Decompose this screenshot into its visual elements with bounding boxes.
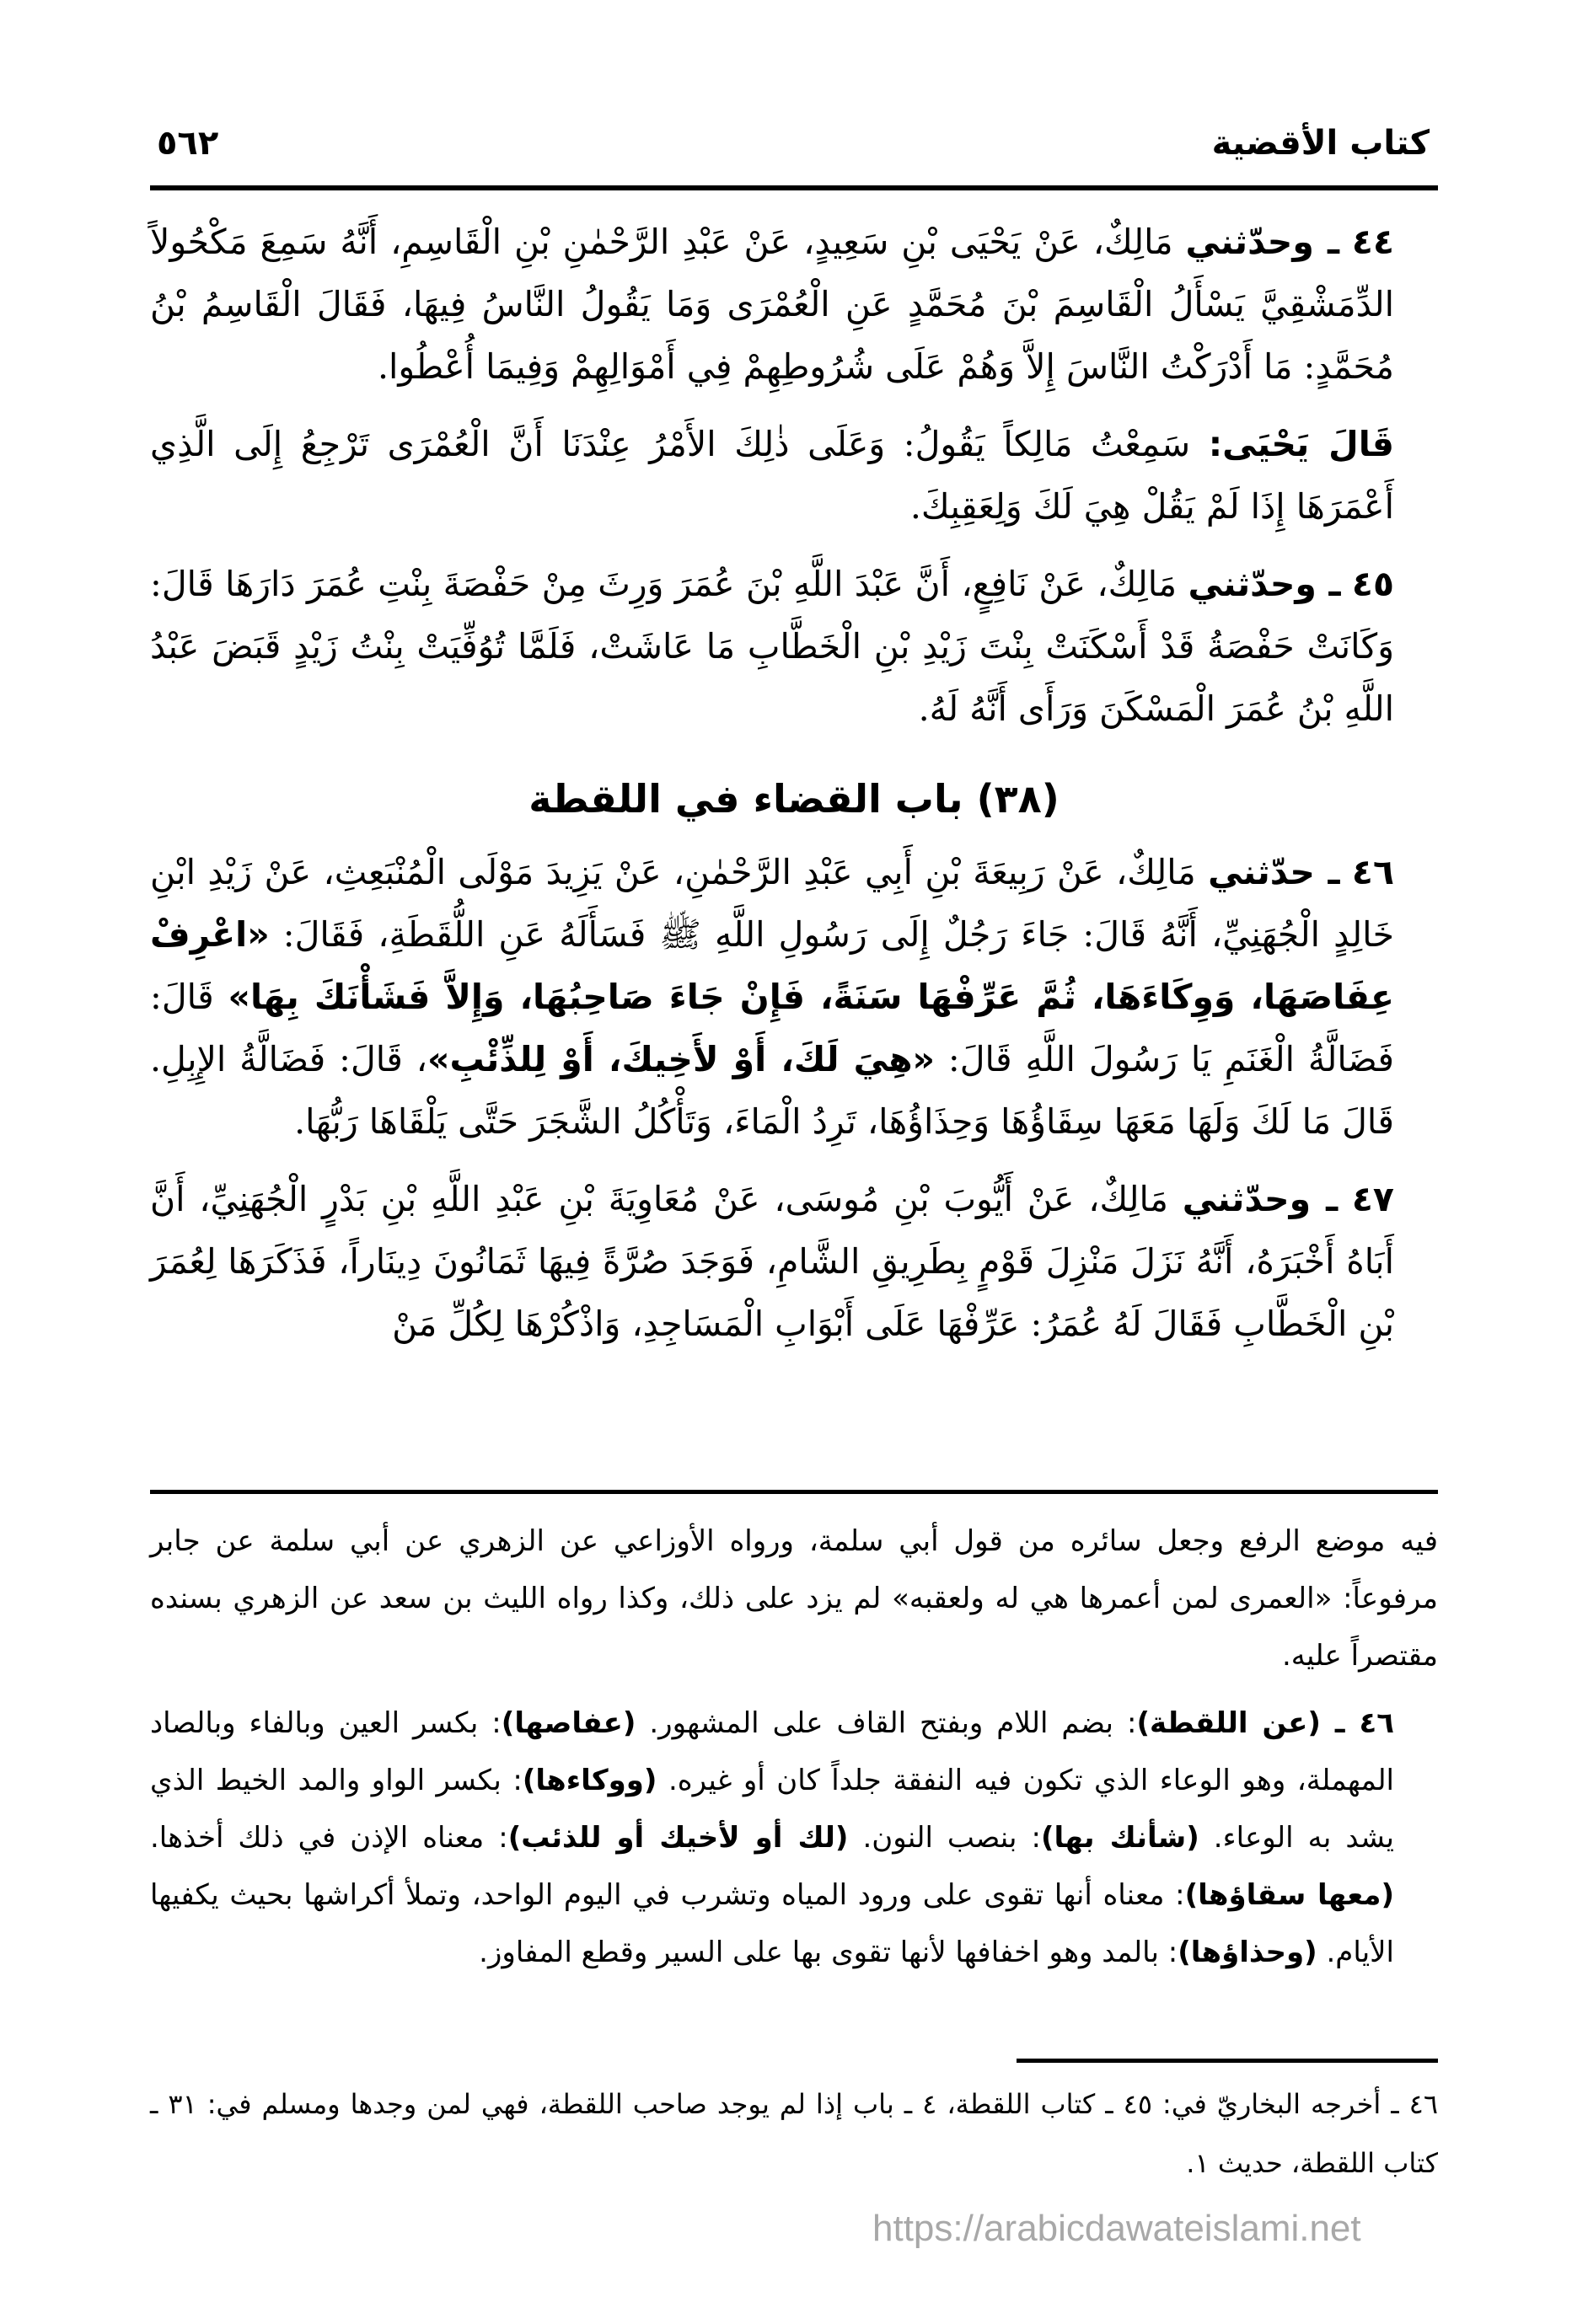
- hadith-47: [150, 1168, 1438, 1355]
- references-divider: [1017, 2059, 1438, 2063]
- hadith-text: مَالِكٌ، عَنْ رَبِيعَةَ بْنِ أَبِي عَبْدِ الرَّحْمٰنِ، عَنْ يَزِيدَ مَوْلَى الْمُنْبَعِثِ، عَنْ زَيْدِ ابْنِ خَالِدٍ الْجُهَنِيِّ، أَنَّهُ قَالَ: جَاءَ رَجُلٌ إِلَى رَسُولِ اللَّهِ ﷺ فَسَأَلَهُ عَنِ اللُّقَطَةِ، فَقَالَ:: [150, 852, 1394, 955]
- hadith-lead: ـ حدّثني: [1208, 852, 1340, 892]
- hadith-number: ٤٤: [1351, 222, 1394, 262]
- note-explanation: : بضم اللام وبفتح القاف على المشهور.: [636, 1706, 1137, 1740]
- note-term: (عفاصها): [501, 1706, 636, 1740]
- footnotes-divider: [150, 1490, 1438, 1494]
- hadith-text: مَالِكٌ، عَنْ يَحْيَى بْنِ سَعِيدٍ، عَنْ عَبْدِ الرَّحْمٰنِ بْنِ الْقَاسِمِ، أَنَّهُ سَمِعَ مَكْحُولاً الدِّمَشْقِيَّ يَسْأَلُ الْقَاسِمَ بْنَ مُحَمَّدٍ عَنِ الْعُمْرَى وَمَا يَقُولُ النَّاسُ فِيهَا، فَقَالَ الْقَاسِمُ بْنُ مُحَمَّدٍ: مَا أَدْرَكْتُ النَّاسَ إِلاَّ وَهُمْ عَلَى شُرُوطِهِمْ فِي أَمْوَالِهِمْ وَفِيمَا أُعْطُوا.: [150, 222, 1394, 387]
- book-title: كتاب الأقضية: [1211, 124, 1430, 163]
- yahya-statement: [150, 413, 1438, 538]
- note-term: (لك أو لأخيك أو للذئب): [507, 1821, 849, 1855]
- note-term: ٤٦ ـ (عن اللقطة): [1136, 1706, 1394, 1740]
- hadith-number: ٤٦: [1351, 852, 1394, 892]
- chapter-heading: (٣٨) باب القضاء في اللقطة: [528, 776, 1060, 822]
- note-46: [150, 1695, 1438, 1981]
- header-divider: [150, 185, 1438, 190]
- note-explanation: : معناه الإذن في ذلك أخذها.: [150, 1821, 508, 1855]
- note-explanation: : بكسر العين وبالفاء وبالصاد المهملة، وهو الوعاء الذي تكون فيه النفقة جلداً كان أو غيره.: [150, 1706, 1394, 1797]
- watermark-link[interactable]: https://arabicdawateislami.net: [872, 2208, 1361, 2249]
- hadith-lead: ـ وحدّثني: [1185, 222, 1339, 262]
- page-header: [150, 118, 1438, 177]
- hadith-text: مَالِكٌ، عَنْ أَيُّوبَ بْنِ مُوسَى، عَنْ مُعَاوِيَةَ بْنِ عَبْدِ اللَّهِ بْنِ بَدْرٍ الْجُهَنِيِّ، أَنَّ أَبَاهُ أَخْبَرَهُ، أَنَّهُ نَزَلَ مَنْزِلَ قَوْمٍ بِطَرِيقِ الشَّامِ، فَوَجَدَ صُرَّةً فِيهَا ثَمَانُونَ دِينَاراً، فَذَكَرَهَا لِعُمَرَ بْنِ الْخَطَّابِ فَقَالَ لَهُ عُمَرُ: عَرِّفْهَا عَلَى أَبْوَابِ الْمَسَاجِدِ، وَاذْكُرْهَا لِكُلِّ مَنْ: [150, 1179, 1394, 1344]
- hadith-number: ٤٧: [1351, 1179, 1394, 1219]
- note-explanation: : بكسر الواو والمد الخيط الذي يشد به الوعاء.: [150, 1764, 1394, 1855]
- hadith-46: [150, 841, 1438, 1153]
- reference-46: ٤٦ ـ أخرجه البخاريّ في: ٤٥ ـ كتاب اللقطة، ٤ ـ باب إذا لم يوجد صاحب اللقطة، فهي لمن وجدها ومسلم في: ٣١ ـ كتاب اللقطة، حديث ١.: [150, 2088, 1439, 2179]
- prophetic-quote: «اعْرِفْ عِفَاصَهَا، وَوِكَاءَهَا، ثُمَّ عَرِّفْهَا سَنَةً، فَإِنْ جَاءَ صَاحِبُهَا، وَإِلاَّ فَشَأْنَكَ بِهَا»: [150, 914, 1394, 1017]
- hadith-lead: ـ وحدّثني: [1188, 564, 1341, 604]
- statement-text: سَمِعْتُ مَالِكاً يَقُولُ: وَعَلَى ذٰلِكَ الأَمْرُ عِنْدَنَا أَنَّ الْعُمْرَى تَرْجِعُ إِلَى الَّذِي أَعْمَرَهَا إِذَا لَمْ يَقُلْ هِيَ لَكَ وَلِعَقِبِكَ.: [150, 424, 1394, 527]
- hadith-number: ٤٥: [1351, 564, 1394, 604]
- hadith-lead: ـ وحدّثني: [1182, 1179, 1339, 1219]
- commentary-notes: [150, 1513, 1438, 1991]
- note-term: (شأنك بها): [1041, 1821, 1199, 1855]
- hadith-45: [150, 553, 1438, 740]
- note-continuation: فيه موضع الرفع وجعل سائره من قول أبي سلمة، ورواه الأوزاعي عن الزهري عن أبي سلمة عن جابر مرفوعاً: «العمرى لمن أعمرها هي له ولعقبه» لم يزد على ذلك، وكذا رواه الليث بن سعد عن الزهري بسنده مقتصراً عليه.: [150, 1524, 1438, 1673]
- prophetic-quote: «هِيَ لَكَ، أَوْ لأَخِيكَ، أَوْ لِلذِّئْبِ»: [427, 1039, 935, 1079]
- main-text: [150, 211, 1438, 1370]
- note-term: (معها سقاؤها): [1184, 1878, 1394, 1912]
- references: [150, 2075, 1438, 2193]
- note-explanation: : بالمد وهو اخفافها لأنها تقوى بها على السير وقطع المفاوز.: [479, 1936, 1178, 1969]
- hadith-44: [150, 211, 1438, 398]
- statement-lead: قَالَ يَحْيَى:: [1208, 424, 1394, 464]
- note-term: (وحذاؤها): [1178, 1936, 1317, 1969]
- hadith-text: مَالِكٌ، عَنْ نَافِعٍ، أَنَّ عَبْدَ اللَّهِ بْنَ عُمَرَ وَرِثَ مِنْ حَفْصَةَ بِنْتِ عُمَرَ دَارَهَا قَالَ: وَكَانَتْ حَفْصَةُ قَدْ أَسْكَنَتْ بِنْتَ زَيْدِ بْنِ الْخَطَّابِ مَا عَاشَتْ، فَلَمَّا تُوُفِّيَتْ بِنْتُ زَيْدٍ قَبَضَ عَبْدُ اللَّهِ بْنُ عُمَرَ الْمَسْكَنَ وَرَأَى أَنَّهُ لَهُ.: [150, 564, 1394, 729]
- hadith-text: ، قَالَ: فَضَالَّةُ الإِبِلِ. قَالَ مَا لَكَ وَلَهَا مَعَهَا سِقَاؤُهَا وَحِذَاؤُهَا، تَرِدُ الْمَاءَ، وَتَأْكُلُ الشَّجَرَ حَتَّى يَلْقَاهَا رَبُّهَا.: [150, 1039, 1394, 1142]
- note-term: (ووكاءها): [522, 1764, 657, 1797]
- note-explanation: : بنصب النون.: [848, 1821, 1042, 1855]
- page-number: ٥٦٢: [157, 124, 219, 163]
- note-explanation: : معناه أنها تقوى على ورود المياه وتشرب في اليوم الواحد، وتملأ أكراشها بحيث يكفيها الأيام.: [150, 1878, 1394, 1969]
- hadith-text: قَالَ: فَضَالَّةُ الْغَنَمِ يَا رَسُولَ اللَّهِ قَالَ:: [150, 977, 1394, 1079]
